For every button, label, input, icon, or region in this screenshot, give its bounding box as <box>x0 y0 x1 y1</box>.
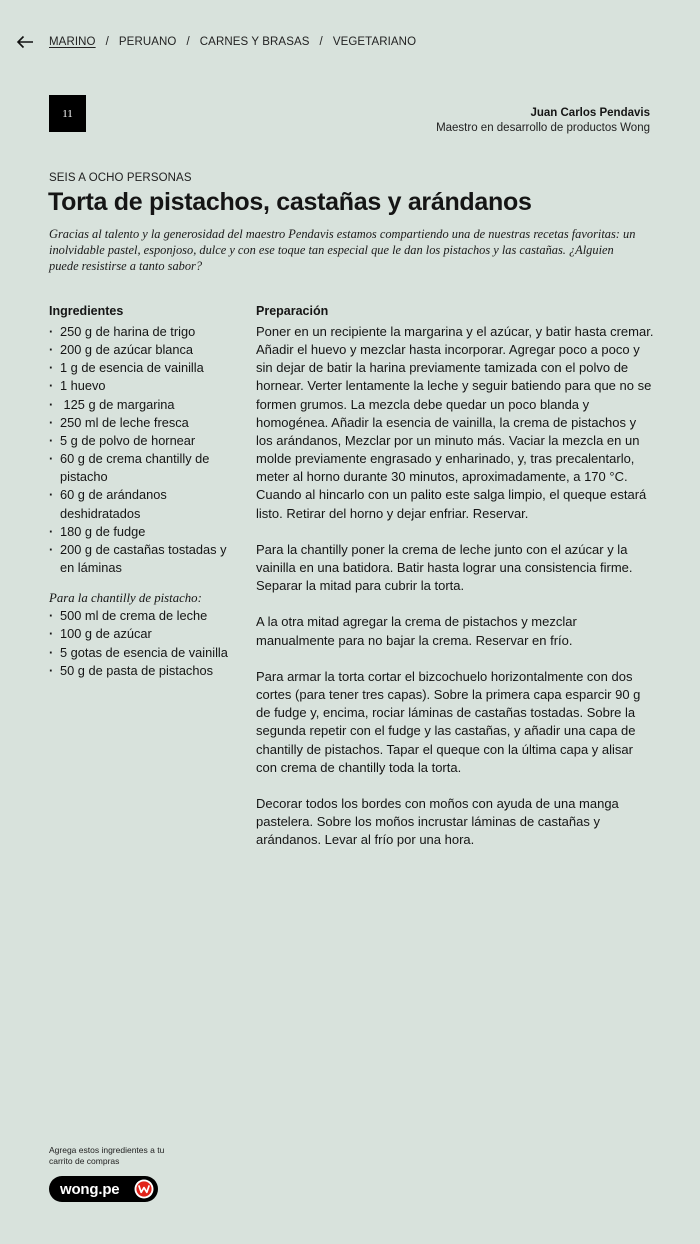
preparation-paragraph: Para armar la torta cortar el bizcochuelo horizontalmente con dos cortes (para tener tres capas). Sobre la primera capa esparcir 90 g de fudge y, encima, rociar láminas de castañas tostadas. Sobre la segunda repetir con el fudge y las castañas, y añadir una capa de chantilly de pistachos. Tapar el queque con la última capa y alisar con crema de chantilly toda la torta. <box>256 668 641 775</box>
chantilly-heading: Para la chantilly de pistacho: <box>49 591 202 606</box>
arrow-left-icon[interactable] <box>16 35 34 49</box>
nav-item-marino[interactable]: MARINO <box>49 36 96 48</box>
recipe-intro: Gracias al talento y la generosidad del maestro Pendavis estamos compartiendo una de nuestras recetas favoritas: un inolvidable pastel, esponjoso, dulce y con ese toque tan especial que le dan los pistachos y las castañas. ¿Alguien puede resistirse a tanto sabor? <box>49 227 636 273</box>
ingredients-section <box>49 303 239 680</box>
nav-separator: / <box>105 36 109 48</box>
nav-separator: / <box>186 36 190 48</box>
ingredient-item: · 100 g de azúcar <box>49 625 239 643</box>
ingredient-item: · 200 g de castañas tostadas y en láminas <box>49 541 239 577</box>
ingredient-item: · 250 ml de leche fresca <box>49 414 239 432</box>
nav-item-vegetariano[interactable]: VEGETARIANO <box>332 36 417 48</box>
preparation-paragraph: A la otra mitad agregar la crema de pistachos y mezclar manualmente para no bajar la crema. Reservar en frío. <box>256 614 577 648</box>
servings-label: SEIS A OCHO PERSONAS <box>49 172 192 184</box>
nav-item-peruano[interactable]: PERUANO <box>118 36 177 48</box>
wong-shop-button[interactable] <box>49 1176 158 1202</box>
ingredient-item: · 5 g de polvo de hornear <box>49 432 239 450</box>
wong-w-logo-icon <box>134 1179 154 1199</box>
ingredient-item: · 1 huevo <box>49 377 239 395</box>
wong-button-label: wong.pe <box>60 1180 120 1198</box>
ingredients-list <box>49 323 239 577</box>
ingredient-item: · 1 g de esencia de vainilla <box>49 359 239 377</box>
ingredient-item: · 60 g de crema chantilly de pistacho <box>49 450 239 486</box>
preparation-paragraph: Decorar todos los bordes con moños con ayuda de una manga pastelera. Sobre los moños incrustar láminas de castañas y arándanos. Levar al frío por una hora. <box>256 796 619 848</box>
recipe-number-badge: 11 <box>49 95 86 132</box>
ingredient-item: · 60 g de arándanos deshidratados <box>49 486 239 522</box>
chantilly-ingredients-list <box>49 607 239 680</box>
nav-separator: / <box>319 36 323 48</box>
author-role: Maestro en desarrollo de productos Wong <box>436 122 650 134</box>
ingredient-item: · 50 g de pasta de pistachos <box>49 662 239 680</box>
preparation-heading: Preparación <box>256 304 329 318</box>
add-to-cart-caption: Agrega estos ingredientes a tu carrito de compras <box>49 1145 165 1166</box>
preparation-section <box>256 303 656 868</box>
ingredient-item: · 500 ml de crema de leche <box>49 607 239 625</box>
author-name: Juan Carlos Pendavis <box>530 107 650 119</box>
recipe-title: Torta de pistachos, castañas y arándanos <box>48 188 532 216</box>
preparation-paragraph: Para la chantilly poner la crema de leche junto con el azúcar y la vainilla en una batidora. Batir hasta lograr una consistencia firme. Separar la mitad para cubrir la torta. <box>256 541 633 594</box>
ingredient-item: · 5 gotas de esencia de vainilla <box>49 644 239 662</box>
ingredients-heading: Ingredientes <box>49 304 124 318</box>
ingredient-item: · 200 g de azúcar blanca <box>49 341 239 359</box>
ingredient-item: · 180 g de fudge <box>49 523 239 541</box>
ingredient-item: · 250 g de harina de trigo <box>49 323 239 341</box>
author-block <box>436 106 650 136</box>
preparation-steps <box>256 323 656 849</box>
preparation-paragraph: Poner en un recipiente la margarina y el azúcar, y batir hasta cremar. Añadir el huevo y mezclar hasta incorporar. Agregar poco a poco y sin dejar de batir la harina previamente tamizada con el polvo de hornear. Verter lentamente la leche y seguir batiendo para que no se formen grumos. La mezcla debe quedar un poco blanda y homogénea. Añadir la esencia de vainilla, la crema de pistachos y los arándanos, Mezclar por un minuto más. Vaciar la mezcla en un molde previamente engrasado y enharinado, y, tras precalentarlo, meter al horno durante 30 minutos, aproximadamente, a 170 °C. Cuando al hincarlo con un palito este salga limpio, el queque estará listo. Retirar del horno y dejar enfriar. Reservar. <box>256 324 654 521</box>
ingredient-item: · 125 g de margarina <box>49 396 239 414</box>
category-nav <box>16 33 416 51</box>
nav-item-carnes-y-brasas[interactable]: CARNES Y BRASAS <box>199 36 310 48</box>
